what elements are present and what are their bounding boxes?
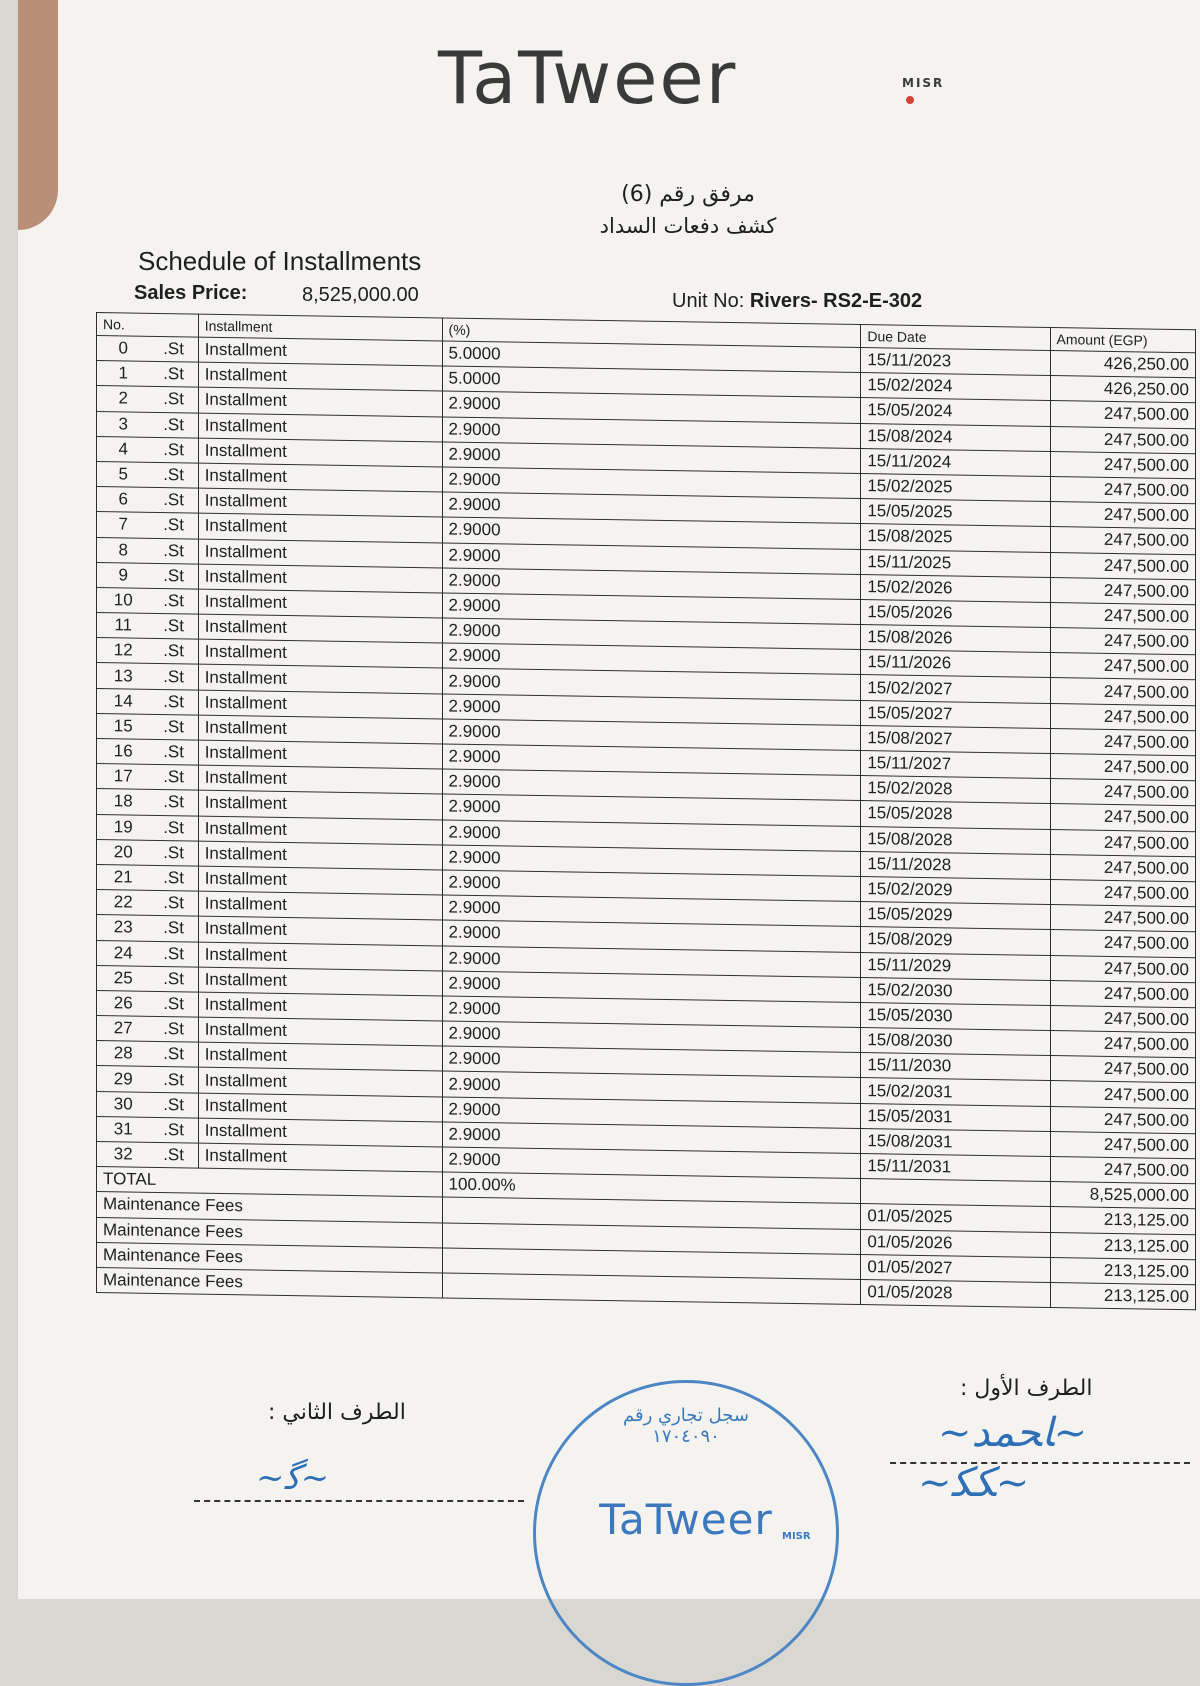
row-installment: Installment [198,715,442,744]
row-installment: Installment [198,438,442,467]
row-percent: 2.9000 [442,1046,861,1078]
row-installment: Installment [198,564,442,593]
row-amount: 247,500.00 [1050,401,1195,428]
row-number: 17 [97,764,150,790]
row-percent: 2.9000 [442,769,861,801]
company-stamp [533,1380,839,1686]
row-number: 30 [97,1091,150,1117]
row-installment: Installment [198,1093,442,1122]
row-due-date: 15/02/2024 [861,373,1050,401]
row-due-date: 15/11/2024 [861,448,1050,476]
row-number: 5 [97,461,150,487]
row-due-date: 15/11/2025 [861,549,1050,577]
row-installment: Installment [198,992,442,1021]
row-number: 12 [97,638,150,664]
row-number: 8 [97,537,150,563]
row-number: 31 [97,1116,150,1142]
unit-label: Unit No: [672,290,745,312]
document-page [18,0,1200,1599]
row-due-date: 15/05/2027 [861,700,1050,728]
maintenance-due-date: 01/05/2027 [861,1254,1050,1282]
row-installment: Installment [198,967,442,996]
logo-dot-icon [906,96,914,104]
row-ordinal-suffix: .St [150,714,199,740]
row-due-date: 15/08/2026 [861,625,1050,653]
row-amount: 247,500.00 [1050,502,1195,529]
row-installment: Installment [198,790,442,819]
row-number: 14 [97,688,150,714]
maintenance-amount: 213,125.00 [1050,1207,1195,1234]
header-no: No. [97,313,199,338]
maintenance-amount: 213,125.00 [1050,1282,1195,1309]
maintenance-due-date: 01/05/2026 [861,1229,1050,1257]
row-due-date: 15/08/2028 [861,826,1050,854]
row-installment: Installment [198,891,442,920]
row-ordinal-suffix: .St [150,739,199,765]
row-ordinal-suffix: .St [150,890,199,916]
row-percent: 2.9000 [442,618,861,650]
row-due-date: 15/11/2026 [861,650,1050,678]
appendix-subtitle: كشف دفعات السداد [599,214,777,238]
stamp-logo: TaTweer [599,1495,773,1544]
row-number: 26 [97,990,150,1016]
maintenance-label: Maintenance Fees [97,1217,443,1248]
thumb-photo-artifact [18,0,58,230]
row-ordinal-suffix: .St [150,513,199,539]
maintenance-label: Maintenance Fees [97,1192,443,1223]
row-percent: 2.9000 [442,920,861,952]
row-due-date: 15/08/2024 [861,423,1050,451]
row-number: 11 [97,613,150,639]
row-amount: 247,500.00 [1050,1156,1195,1183]
row-number: 28 [97,1041,150,1067]
row-amount: 247,500.00 [1050,930,1195,957]
row-percent: 2.9000 [442,568,861,600]
row-due-date: 15/05/2024 [861,398,1050,426]
row-number: 20 [97,839,150,865]
row-percent: 2.9000 [442,744,861,776]
installments-table [96,312,1196,1310]
row-number: 13 [97,663,150,689]
header-amount: Amount (EGP) [1050,327,1195,352]
row-installment: Installment [198,463,442,492]
total-amount: 8,525,000.00 [1050,1182,1195,1209]
company-logo: TaTweer [438,36,738,120]
row-amount: 247,500.00 [1050,1081,1195,1108]
row-number: 2 [97,386,150,412]
row-ordinal-suffix: .St [150,1016,199,1042]
row-amount: 247,500.00 [1050,980,1195,1007]
row-amount: 247,500.00 [1050,527,1195,554]
row-percent: 2.9000 [442,1147,861,1179]
row-amount: 426,250.00 [1050,350,1195,377]
first-party-signature-2: ~ﮑﮑ~ [918,1460,1030,1506]
row-percent: 2.9000 [442,971,861,1003]
row-amount: 247,500.00 [1050,779,1195,806]
row-amount: 247,500.00 [1050,905,1195,932]
row-amount: 247,500.00 [1050,753,1195,780]
row-percent: 2.9000 [442,1097,861,1129]
row-ordinal-suffix: .St [150,790,199,816]
row-percent: 2.9000 [442,467,861,499]
row-ordinal-suffix: .St [150,538,199,564]
header-percent: (%) [442,318,861,348]
row-due-date: 15/02/2030 [861,977,1050,1005]
row-installment: Installment [198,916,442,945]
row-due-date: 15/08/2030 [861,1028,1050,1056]
row-ordinal-suffix: .St [150,613,199,639]
row-percent: 2.9000 [442,593,861,625]
header-installment: Installment [198,314,442,341]
second-party-signature-line [194,1500,524,1502]
row-amount: 247,500.00 [1050,451,1195,478]
row-number: 27 [97,1016,150,1042]
row-ordinal-suffix: .St [150,387,199,413]
row-percent: 2.9000 [442,643,861,675]
row-installment: Installment [198,841,442,870]
row-percent: 2.9000 [442,694,861,726]
row-percent: 5.0000 [442,366,861,398]
row-ordinal-suffix: .St [150,1067,199,1093]
row-percent: 2.9000 [442,517,861,549]
row-installment: Installment [198,337,442,366]
row-due-date: 15/05/2026 [861,599,1050,627]
row-percent: 2.9000 [442,794,861,826]
row-percent: 2.9000 [442,416,861,448]
appendix-number: مرفق رقم (6) [621,182,755,207]
row-percent: 2.9000 [442,870,861,902]
row-amount: 426,250.00 [1050,376,1195,403]
row-ordinal-suffix: .St [150,487,199,513]
row-installment: Installment [198,488,442,517]
row-due-date: 15/02/2026 [861,574,1050,602]
row-percent: 5.0000 [442,341,861,373]
row-number: 18 [97,789,150,815]
sales-price-value: 8,525,000.00 [302,284,419,306]
row-percent: 2.9000 [442,668,861,700]
row-installment: Installment [198,740,442,769]
row-ordinal-suffix: .St [150,815,199,841]
row-amount: 247,500.00 [1050,1031,1195,1058]
row-ordinal-suffix: .St [150,840,199,866]
row-due-date: 15/11/2028 [861,851,1050,879]
row-number: 16 [97,739,150,765]
sales-price-label: Sales Price: [134,282,248,304]
row-number: 10 [97,587,150,613]
total-due-empty [861,1179,1050,1207]
row-installment: Installment [198,413,442,442]
row-ordinal-suffix: .St [150,588,199,614]
row-installment: Installment [198,1042,442,1071]
row-percent: 2.9000 [442,442,861,474]
row-amount: 247,500.00 [1050,1005,1195,1032]
row-percent: 2.9000 [442,719,861,751]
row-ordinal-suffix: .St [150,1092,199,1118]
row-installment: Installment [198,1068,442,1097]
row-percent: 2.9000 [442,1021,861,1053]
row-amount: 247,500.00 [1050,829,1195,856]
row-amount: 247,500.00 [1050,955,1195,982]
row-installment: Installment [198,362,442,391]
row-number: 24 [97,940,150,966]
row-due-date: 15/05/2031 [861,1103,1050,1131]
row-due-date: 15/05/2028 [861,801,1050,829]
second-party-signature: ~ﮔ~ [256,1458,330,1498]
row-ordinal-suffix: .St [150,462,199,488]
row-ordinal-suffix: .St [150,336,199,362]
row-due-date: 15/11/2029 [861,952,1050,980]
row-due-date: 15/08/2031 [861,1128,1050,1156]
row-due-date: 15/08/2029 [861,927,1050,955]
row-number: 4 [97,436,150,462]
row-number: 25 [97,965,150,991]
row-amount: 247,500.00 [1050,703,1195,730]
maintenance-amount: 213,125.00 [1050,1232,1195,1259]
row-installment: Installment [198,942,442,971]
maintenance-due-date: 01/05/2028 [861,1279,1050,1307]
row-amount: 247,500.00 [1050,804,1195,831]
row-amount: 247,500.00 [1050,602,1195,629]
stamp-logo-sub: MISR [782,1531,811,1542]
maintenance-label: Maintenance Fees [97,1267,443,1298]
row-percent: 2.9000 [442,1122,861,1154]
page-title: Schedule of Installments [138,246,422,276]
row-ordinal-suffix: .St [150,966,199,992]
row-amount: 247,500.00 [1050,577,1195,604]
row-ordinal-suffix: .St [150,412,199,438]
maintenance-due-date: 01/05/2025 [861,1204,1050,1232]
row-amount: 247,500.00 [1050,879,1195,906]
row-due-date: 15/02/2029 [861,876,1050,904]
stamp-registry-text: سجل تجاري رقم ١٧٠٤٠٩٠ [623,1405,749,1447]
row-due-date: 15/02/2025 [861,473,1050,501]
row-installment: Installment [198,387,442,416]
row-number: 7 [97,512,150,538]
row-due-date: 15/02/2027 [861,675,1050,703]
row-installment: Installment [198,765,442,794]
row-installment: Installment [198,539,442,568]
row-installment: Installment [198,816,442,845]
row-amount: 247,500.00 [1050,1056,1195,1083]
row-number: 29 [97,1066,150,1092]
row-number: 3 [97,411,150,437]
row-due-date: 15/05/2025 [861,499,1050,527]
row-due-date: 15/05/2030 [861,1002,1050,1030]
row-ordinal-suffix: .St [150,362,199,388]
row-amount: 247,500.00 [1050,854,1195,881]
row-installment: Installment [198,589,442,618]
row-ordinal-suffix: .St [150,765,199,791]
row-percent: 2.9000 [442,845,861,877]
unit-number [672,290,922,313]
company-logo-sub: MISR [902,76,945,90]
row-percent: 2.9000 [442,996,861,1028]
row-ordinal-suffix: .St [150,639,199,665]
row-amount: 247,500.00 [1050,552,1195,579]
total-percent: 100.00% [442,1172,861,1204]
row-ordinal-suffix: .St [150,437,199,463]
first-party-signature: ~ﺎﺤﻤﺪ~ [938,1410,1088,1456]
row-number: 1 [97,361,150,387]
row-installment: Installment [198,614,442,643]
row-number: 6 [97,487,150,513]
row-due-date: 15/02/2031 [861,1078,1050,1106]
row-installment: Installment [198,1143,442,1172]
row-ordinal-suffix: .St [150,941,199,967]
header-due-date: Due Date [861,325,1050,351]
row-number: 19 [97,814,150,840]
row-ordinal-suffix: .St [150,664,199,690]
row-percent: 2.9000 [442,391,861,423]
row-number: 32 [97,1142,150,1168]
row-amount: 247,500.00 [1050,653,1195,680]
row-number: 9 [97,562,150,588]
row-due-date: 15/05/2029 [861,902,1050,930]
row-due-date: 15/11/2030 [861,1053,1050,1081]
row-amount: 247,500.00 [1050,1106,1195,1133]
row-due-date: 15/08/2027 [861,725,1050,753]
row-amount: 247,500.00 [1050,476,1195,503]
row-due-date: 15/08/2025 [861,524,1050,552]
row-ordinal-suffix: .St [150,865,199,891]
maintenance-percent-empty [442,1273,861,1305]
unit-value: Rivers- RS2-E-302 [749,290,923,312]
row-percent: 2.9000 [442,945,861,977]
row-installment: Installment [198,1118,442,1147]
row-percent: 2.9000 [442,492,861,524]
total-label: TOTAL [97,1167,443,1198]
row-percent: 2.9000 [442,895,861,927]
row-ordinal-suffix: .St [150,1142,199,1168]
row-installment: Installment [198,639,442,668]
row-ordinal-suffix: .St [150,563,199,589]
row-percent: 2.9000 [442,819,861,851]
row-ordinal-suffix: .St [150,991,199,1017]
row-installment: Installment [198,513,442,542]
row-percent: 2.9000 [442,542,861,574]
row-installment: Installment [198,1017,442,1046]
row-ordinal-suffix: .St [150,1042,199,1068]
row-number: 21 [97,864,150,890]
row-ordinal-suffix: .St [150,689,199,715]
row-number: 15 [97,713,150,739]
row-amount: 247,500.00 [1050,628,1195,655]
row-amount: 247,500.00 [1050,728,1195,755]
row-due-date: 15/11/2027 [861,751,1050,779]
row-ordinal-suffix: .St [150,1117,199,1143]
first-party-label: الطرف الأول : [960,1376,1093,1401]
row-number: 22 [97,890,150,916]
maintenance-amount: 213,125.00 [1050,1257,1195,1284]
row-number: 23 [97,915,150,941]
row-due-date: 15/02/2028 [861,776,1050,804]
row-due-date: 15/11/2023 [861,348,1050,376]
row-amount: 247,500.00 [1050,1131,1195,1158]
row-installment: Installment [198,866,442,895]
row-due-date: 15/11/2031 [861,1154,1050,1182]
maintenance-label: Maintenance Fees [97,1242,443,1273]
row-percent: 2.9000 [442,1071,861,1103]
row-number: 0 [97,336,150,362]
second-party-label: الطرف الثاني : [268,1400,406,1425]
row-ordinal-suffix: .St [150,916,199,942]
row-amount: 247,500.00 [1050,678,1195,705]
row-amount: 247,500.00 [1050,426,1195,453]
row-installment: Installment [198,665,442,694]
row-installment: Installment [198,690,442,719]
